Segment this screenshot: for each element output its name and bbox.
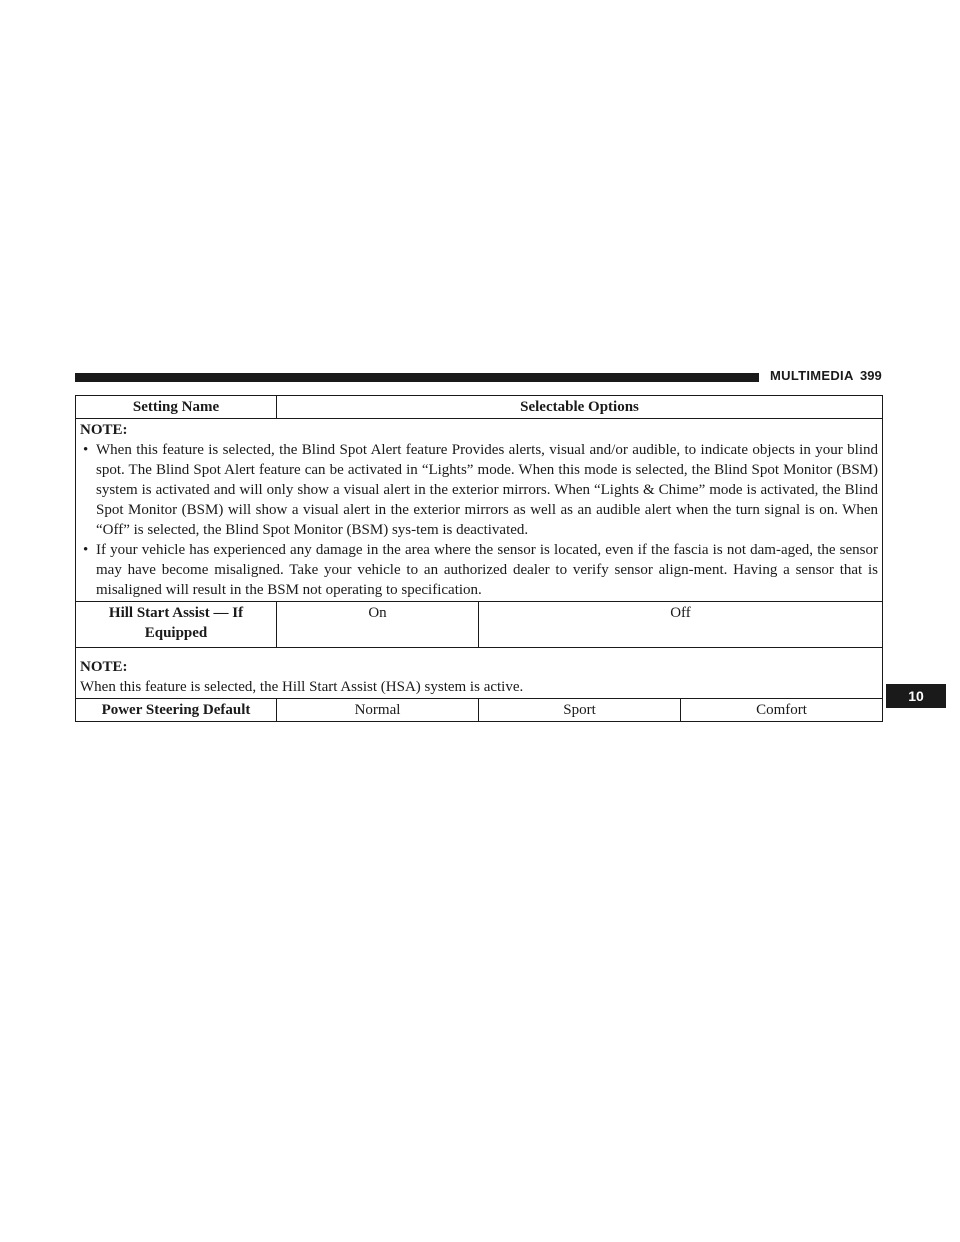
note-row: [76, 419, 883, 602]
page-number: 399: [860, 368, 882, 383]
note-bullet-text: If your vehicle has experienced any damage in the area where the sensor is located, even if the fascia is not dam-aged, the sensor may have become misaligned. Take your vehicle to an authorized dealer to verify sensor align-ment. Having a sensor that is misaligned will result in the BSM not operating to specification.: [96, 542, 879, 598]
section-title: MULTIMEDIA: [770, 368, 854, 383]
setting-name-hill-start-assist: Hill Start Assist — If Equipped: [76, 602, 277, 648]
table-row: [76, 602, 883, 648]
header-rule: [75, 373, 759, 382]
list-item: [80, 440, 878, 540]
list-item: [80, 540, 878, 600]
note-bullet-list: [80, 440, 878, 600]
option-normal: Normal: [277, 699, 479, 722]
hill-start-note: [76, 648, 883, 699]
table-row: [76, 699, 883, 722]
note-bullet-text: When this feature is selected, the Blind Spot Alert feature Provides alerts, visual and/or audible, to indicate objects in your blind spot. The Blind Spot Alert feature can be activated in “Lights” mode. When this mode is selected, the Blind Spot Monitor (BSM) system is activated and will only show a visual alert in the exterior mirrors. When “Lights & Chime” mode is activated, the Blind Spot Monitor (BSM) will show a visual alert in the exterior mirrors as well as an audible alert when the turn signal is on. When “Off” is selected, the Blind Spot Monitor (BSM) sys-tem is deactivated.: [96, 442, 879, 538]
bullet-icon: •: [83, 442, 89, 458]
option-sport: Sport: [479, 699, 681, 722]
note-row: [76, 648, 883, 699]
note-text: When this feature is selected, the Hill Start Assist (HSA) system is active.: [80, 679, 524, 695]
column-header-selectable-options: Selectable Options: [277, 396, 883, 419]
setting-name-power-steering-default: Power Steering Default: [76, 699, 277, 722]
settings-table: [75, 395, 883, 722]
blind-spot-note: [76, 419, 883, 602]
chapter-tab: 10: [886, 684, 946, 708]
bullet-icon: •: [83, 542, 89, 558]
option-comfort: Comfort: [681, 699, 883, 722]
note-label: NOTE:: [80, 659, 128, 675]
option-on: On: [277, 602, 479, 648]
option-off: Off: [479, 602, 883, 648]
column-header-setting-name: Setting Name: [76, 396, 277, 419]
table-header-row: [76, 396, 883, 419]
note-label: NOTE:: [80, 422, 128, 438]
